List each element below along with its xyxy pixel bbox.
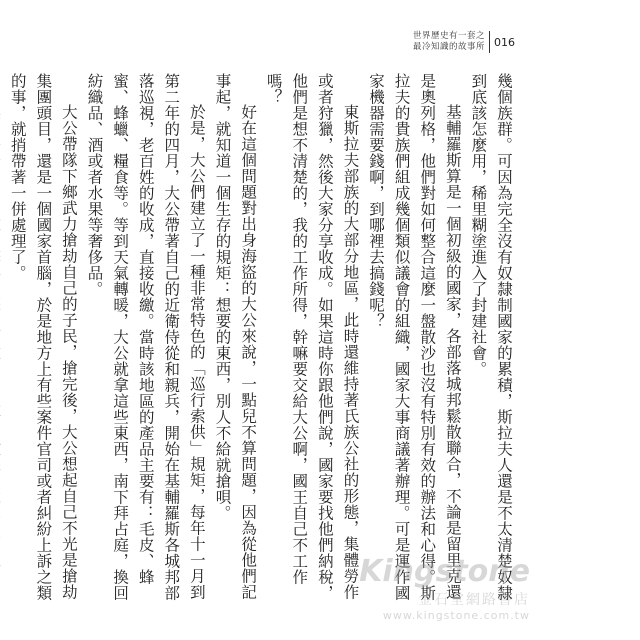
running-title-line-1: 世界歷史有一套之 bbox=[412, 31, 485, 41]
paragraph-2: 基輔羅斯算是一個初級的國家，各部落城邦鬆散聯合，不論是留里克還是奧列格，他們對如何整合這麼一盤散沙也沒有特別有效的辦法和心得。斯拉夫的貴族們組成幾個類似議會的組織，國家大事商議著辦理。可是運作國家機器需要錢啊，到哪裡去搞錢呢？ bbox=[367, 73, 462, 601]
paragraph-3: 東斯拉夫部族的大部分地區，此時還維持著氏族公社的形態，集體勞作或者狩獵，然後大家分享收成。如果這時你跟他們說，國家要找他們納稅，他們是想不清楚的，我的工作所得，幹嘛要交給大公啊，國王自己不工作嗎？ bbox=[264, 73, 360, 601]
body-text bbox=[8, 73, 516, 613]
paragraph-5: 於是，大公們建立了一種非常特色的「巡行索供」規矩，每年十一月到第二年的四月，大公帶著自己的近衛侍從和親兵，開始在基輔羅斯各城邦部落巡視，老百姓的收成，直接收繳。當時該地區的產品主要有：毛皮、蜂蜜、蜂蠟、糧食等。等到天氣轉暖，大公就拿這些東西，南下拜占庭，換回紡織品、酒或者水果等奢侈品。 bbox=[85, 73, 206, 601]
header-divider bbox=[489, 31, 490, 53]
page-number: 016 bbox=[494, 35, 515, 49]
paragraph-4: 好在這個問題對出身海盜的大公來說，一點兒不算問題，因為從他們記事起，就知道一個生存的規矩：想要的東西，別人不給就搶唄。 bbox=[213, 73, 258, 600]
page-header bbox=[413, 31, 515, 53]
paragraph-1: 幾個族群。可因為完全沒有奴隸制國家的累積，斯拉夫人還是不太清楚奴隸到底該怎麼用，稀里糊塗進入了封建社會。 bbox=[469, 73, 513, 601]
watermark-name: 金石堂網路書店 bbox=[418, 592, 530, 608]
watermark-logo: Kingstone bbox=[359, 554, 530, 589]
running-title bbox=[413, 31, 485, 53]
paragraph-7 bbox=[0, 73, 4, 613]
running-title-line-2: 最冷知識的故事所 bbox=[412, 42, 485, 52]
watermark-url: www.kingstone.com.tw bbox=[382, 609, 530, 622]
paragraph-6: 大公帶隊下鄉武力搶劫自己的子民，搶完後，大公想起自己不光是搶劫集團頭目，還是一個國家首腦，於是地方上有些案件官司或者糾紛上訴之類的事，就捎帶著一併處理了。 bbox=[8, 73, 78, 601]
